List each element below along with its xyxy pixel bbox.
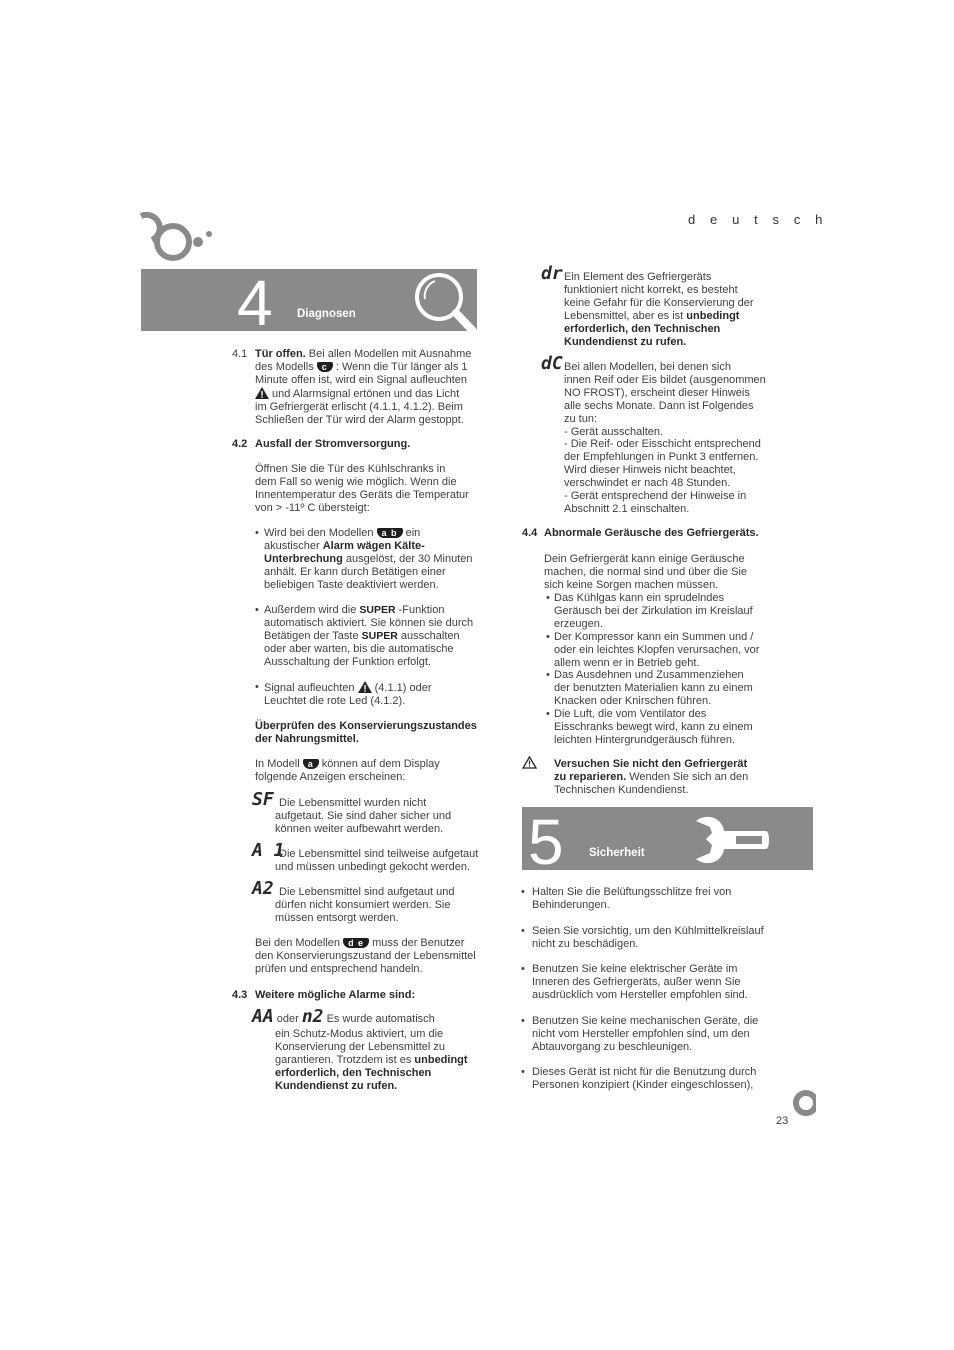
a1-description: Die Lebensmittel sind teilweise aufgetaut und müssen unbedingt gekocht werden. — [275, 848, 479, 873]
page-number: 23 — [776, 1115, 789, 1127]
section-4-1-number: 4.1 — [232, 348, 248, 360]
aa-description: ein Schutz-Modus aktiviert, um die Konservierung der Lebensmittel zu garantieren. Trotzdem ist es unbedingt erforderlich, den Technischen Kundendienst zu rufen. — [275, 1028, 468, 1092]
list-item: • Das Ausdehnen und Zusammenziehen der benutzten Materialien kann zu einem Knacken oder Knirschen führen. — [546, 669, 753, 708]
dc-description: Bei allen Modellen, bei denen sich innen Reif oder Eis bildet (ausgenommen NO FROST), erscheint dieser Hinweis alle sechs Monate. Dann ist Folgendes zu tun: - Gerät ausschalten. - Die Reif- oder Eisschicht entsprechend der Empfehlungen in Punkt 3 entfernen. Wird dieser Hinweis nicht beachtet, verschwindet er nach 48 Stunden. - Gerät entsprechend der Hinweise in Abschnitt 2.1 einschalten. — [564, 361, 766, 515]
bullet-alarm: • Wird bei den Modellen a b ein akustischer Alarm wägen Kälte- Unterbrechung ausgelöst, der 30 Minuten anhält. Er kann durch Betätigen einer beliebigen Taste deaktiviert werden. — [255, 527, 473, 591]
display-code-dr: dr — [541, 263, 563, 284]
section-4-4-number: 4.4 — [522, 527, 538, 539]
warning-outline-icon — [522, 756, 537, 769]
display-code-dc: dC — [541, 353, 563, 374]
bullet-signal: • Signal aufleuchten (4.1.1) oder Leuchtet die rote Led (4.1.2). — [255, 681, 432, 707]
section-4-number: 4 — [237, 267, 273, 339]
repair-warning: Versuchen Sie nicht den Gefriergerät zu reparieren. Wenden Sie sich an den Technischen Kundendienst. — [554, 758, 749, 796]
section-4-title: Diagnosen — [297, 308, 356, 320]
section-4-1-text: Tür offen. Bei allen Modellen mit Ausnahme des Modells c : Wenn die Tür länger als 1 Minute offen ist, wird ein Signal aufleuchten und Alarmsignal ertönen und das Licht im Gefriergerät erlischt (4.1.1, 4.1.2). Beim Schließen der Tür wird der Alarm gestoppt. — [255, 348, 472, 426]
display-code-a1: A 1 — [252, 840, 285, 861]
warning-icon — [255, 387, 269, 399]
language-label: d e u t s c h — [688, 212, 829, 227]
list-item: • Die Luft, die vom Ventilator des Eisschranks bewegt wird, kann zu einem leichten Hintergrundgeräusch führen. — [546, 708, 753, 746]
corner-circle-icon — [792, 1090, 816, 1118]
noise-bullets — [544, 592, 774, 747]
safety-bullet-2: • Seien Sie vorsichtig, um den Kühlmittelkreislauf nicht zu beschädigen. — [521, 925, 764, 950]
model-a-text: In Modell a können auf dem Display folgende Anzeigen erscheinen: — [255, 758, 440, 783]
section-4-4-title: Abnormale Geräusche des Gefriergeräts. — [544, 527, 759, 539]
safety-bullet-1: • Halten Sie die Belüftungsschlitze frei von Behinderungen. — [521, 886, 732, 911]
model-badge-a: a — [303, 759, 319, 769]
section-4-2-intro: Öffnen Sie die Tür des Kühlschranks in dem Fall so wenig wie möglich. Wenn die Innentemperatur des Geräts die Temperatur von > -11º C übersteigt: — [255, 463, 469, 514]
list-item: • Das Kühlgas kann ein sprudelndes Geräusch bei der Zirkulation im Kreislauf erzeugen. — [546, 592, 753, 630]
display-code-n2: n2 — [301, 1006, 324, 1027]
safety-bullet-3: • Benutzen Sie keine elektrischer Geräte im Inneren des Gefriergeräts, außer wenn Sie ausdrücklich vom Hersteller empfohlen sind. — [521, 963, 748, 1001]
check-heading: Überprüfen des Konservierungszustandes der Nahrungsmittel. — [255, 720, 477, 745]
dr-description: Ein Element des Gefriergeräts funktioniert nicht korrekt, es besteht keine Gefahr für die Konservierung der Lebensmittel, aber es ist unbedingt erforderlich, den Technischen Kundendienst zu rufen. — [564, 271, 754, 348]
display-code-a2: A2 — [252, 878, 274, 899]
bullet-super: • Außerdem wird die SUPER -Funktion automatisch aktiviert. Sie können sie durch Betätigen der Taste SUPER ausschalten oder aber warten, bis die automatische Ausschaltung der Funktion erfolgt. — [255, 604, 474, 668]
warning-icon — [358, 681, 372, 693]
section-4-4-intro: Dein Gefriergerät kann einige Geräusche machen, die normal sind und über die Sie sich keine Sorgen machen müssen. — [544, 553, 748, 591]
model-badge-de: d e — [343, 938, 369, 948]
display-code-sf: SF — [252, 789, 274, 810]
section-4-3-number: 4.3 — [232, 989, 248, 1001]
a2-description: Die Lebensmittel sind aufgetaut und dürfen nicht konsumiert werden. Sie müssen entsorgt werden. — [275, 886, 455, 924]
section-4-banner — [141, 267, 477, 339]
section-5-number: 5 — [528, 806, 564, 878]
model-badge-c: c — [317, 362, 333, 372]
section-5-title: Sicherheit — [589, 847, 645, 859]
display-code-aa: AA — [252, 1006, 274, 1027]
magnifier-icon — [411, 271, 477, 335]
section-4-3-title: Weitere mögliche Alarme sind: — [255, 989, 416, 1001]
model-badge-ab: a b — [377, 528, 403, 538]
aa-n2-line: AA oder n2 Es wurde automatisch — [252, 1006, 435, 1027]
section-5-banner — [522, 806, 813, 878]
section-4-2-title: Ausfall der Stromversorgung. — [255, 438, 411, 450]
section-4-2-number: 4.2 — [232, 438, 248, 450]
sf-description: Die Lebensmittel wurden nicht aufgetaut. Sie sind daher sicher und können weiter aufbewahrt werden. — [275, 797, 452, 835]
super-label: SUPER — [359, 604, 396, 616]
safety-bullet-4: • Benutzen Sie keine mechanischen Geräte, die nicht vom Hersteller empfohlen sind, um den Abtauvorgang zu beschleunigen. — [521, 1015, 759, 1053]
list-item: • Der Kompressor kann ein Summen und / oder ein leichtes Klopfen verursachen, vor allem wenn er in Betrieb geht. — [546, 630, 760, 669]
models-de-text: Bei den Modellen d e muss der Benutzer den Konservierungszustand der Lebensmittel prüfen und entsprechend handeln. — [255, 937, 476, 975]
safety-bullet-5: • Dieses Gerät ist nicht für die Benutzung durch Personen konzipiert (Kinder eingeschlossen), — [521, 1066, 757, 1091]
brand-logo — [138, 212, 218, 272]
wrench-icon — [692, 815, 772, 865]
